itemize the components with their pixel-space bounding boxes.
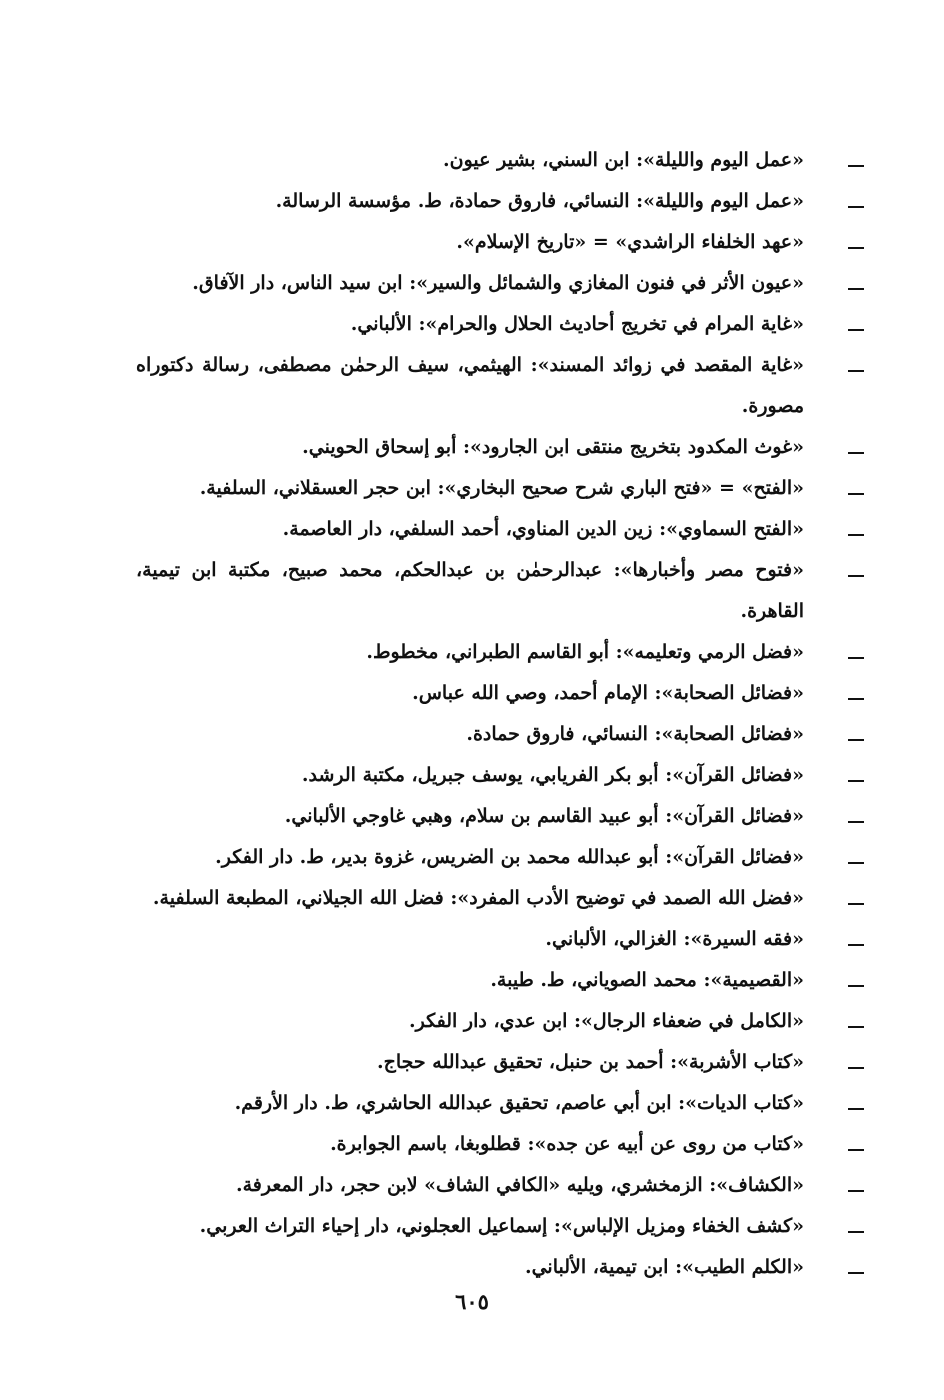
entry-text: «الفتح» = «فتح الباري شرح صحيح البخاري»: ابن حجر العسقلاني، السلفية. bbox=[199, 477, 804, 499]
entry-text: «فضل الرمي وتعليمه»: أبو القاسم الطبراني، مخطوط. bbox=[366, 641, 804, 663]
bibliography-entry bbox=[136, 1042, 864, 1083]
entry-text: «عمل اليوم والليلة»: النسائي، فاروق حمادة، ط. مؤسسة الرسالة. bbox=[275, 190, 804, 212]
entry-dash bbox=[848, 165, 864, 167]
entry-dash bbox=[848, 821, 864, 823]
entry-dash bbox=[848, 206, 864, 208]
entry-dash bbox=[848, 1108, 864, 1110]
entry-dash bbox=[848, 862, 864, 864]
entry-dash bbox=[848, 1026, 864, 1028]
entry-dash bbox=[848, 985, 864, 987]
entry-text: «كتاب من روى عن أبيه عن جده»: قطلوبغا، باسم الجوابرة. bbox=[330, 1133, 804, 1155]
bibliography-entry bbox=[136, 1247, 864, 1288]
entry-dash bbox=[848, 247, 864, 249]
entry-dash bbox=[848, 493, 864, 495]
entry-text: «القصيمية»: محمد الصوياني، ط. طيبة. bbox=[490, 969, 804, 991]
entry-text: «فتوح مصر وأخبارها»: عبدالرحمٰن بن عبدالحكم، محمد صبيح، مكتبة ابن تيمية، القاهرة. bbox=[136, 559, 804, 622]
entry-text: «فضائل الصحابة»: الإمام أحمد، وصي الله عباس. bbox=[412, 682, 804, 704]
entry-text: «فضل الله الصمد في توضيح الأدب المفرد»: فضل الله الجيلاني، المطبعة السلفية. bbox=[152, 887, 804, 909]
entry-dash bbox=[848, 1231, 864, 1233]
entry-text: «غاية المرام في تخريج أحاديث الحلال والحرام»: الألباني. bbox=[350, 313, 804, 335]
entry-dash bbox=[848, 288, 864, 290]
bibliography-list bbox=[136, 140, 864, 1288]
bibliography-entry bbox=[136, 673, 864, 714]
entry-dash bbox=[848, 452, 864, 454]
entry-dash bbox=[848, 739, 864, 741]
entry-dash bbox=[848, 370, 864, 372]
bibliography-entry bbox=[136, 1165, 864, 1206]
bibliography-entry bbox=[136, 550, 864, 632]
bibliography-entry bbox=[136, 140, 864, 181]
bibliography-entry bbox=[136, 1001, 864, 1042]
bibliography-entry bbox=[136, 345, 864, 427]
entry-dash bbox=[848, 534, 864, 536]
bibliography-entry bbox=[136, 509, 864, 550]
entry-text: «غوث المكدود بتخريج منتقى ابن الجارود»: أبو إسحاق الحويني. bbox=[302, 436, 804, 458]
bibliography-entry bbox=[136, 222, 864, 263]
entry-text: «الكامل في ضعفاء الرجال»: ابن عدي، دار الفكر. bbox=[409, 1010, 804, 1032]
bibliography-entry bbox=[136, 714, 864, 755]
entry-text: «الفتح السماوي»: زين الدين المناوي، أحمد السلفي، دار العاصمة. bbox=[282, 518, 804, 540]
entry-text: «كتاب الأشربة»: أحمد بن حنبل، تحقيق عبدالله حجاج. bbox=[377, 1051, 804, 1073]
entry-dash bbox=[848, 329, 864, 331]
bibliography-entry bbox=[136, 263, 864, 304]
entry-dash bbox=[848, 657, 864, 659]
entry-dash bbox=[848, 780, 864, 782]
entry-text: «عهد الخلفاء الراشدي» = «تاريخ الإسلام». bbox=[456, 231, 804, 253]
bibliography-entry bbox=[136, 796, 864, 837]
page-number: ٦٠٥ bbox=[455, 1289, 489, 1314]
entry-dash bbox=[848, 1272, 864, 1274]
entry-text: «فضائل القرآن»: أبو بكر الفريابي، يوسف جبريل، مكتبة الرشد. bbox=[301, 764, 804, 786]
entry-text: «كشف الخفاء ومزيل الإلباس»: إسماعيل العجلوني، دار إحياء التراث العربي. bbox=[199, 1215, 804, 1237]
entry-text: «غاية المقصد في زوائد المسند»: الهيثمي، سيف الرحمٰن مصطفى، رسالة دكتوراه مصورة. bbox=[136, 354, 804, 417]
entry-text: «الكشاف»: الزمخشري، ويليه «الكافي الشاف» لابن حجر، دار المعرفة. bbox=[235, 1174, 804, 1196]
bibliography-entry bbox=[136, 427, 864, 468]
entry-text: «فقه السيرة»: الغزالي، الألباني. bbox=[545, 928, 804, 950]
entry-dash bbox=[848, 903, 864, 905]
bibliography-entry bbox=[136, 1083, 864, 1124]
entry-text: «فضائل القرآن»: أبو عبدالله محمد بن الضريس، غزوة بدير، ط. دار الفكر. bbox=[215, 846, 804, 868]
bibliography-entry bbox=[136, 1206, 864, 1247]
entry-text: «فضائل القرآن»: أبو عبيد القاسم بن سلام، وهبي غاوجي الألباني. bbox=[284, 805, 804, 827]
bibliography-entry bbox=[136, 1124, 864, 1165]
bibliography-entry bbox=[136, 468, 864, 509]
bibliography-entry bbox=[136, 919, 864, 960]
entry-dash bbox=[848, 1067, 864, 1069]
entry-dash bbox=[848, 698, 864, 700]
bibliography-entry bbox=[136, 181, 864, 222]
bibliography-entry bbox=[136, 632, 864, 673]
entry-text: «الكلم الطيب»: ابن تيمية، الألباني. bbox=[524, 1256, 804, 1278]
bibliography-entry bbox=[136, 878, 864, 919]
entry-text: «فضائل الصحابة»: النسائي، فاروق حمادة. bbox=[466, 723, 804, 745]
entry-dash bbox=[848, 575, 864, 577]
entry-dash bbox=[848, 1190, 864, 1192]
entry-dash bbox=[848, 944, 864, 946]
entry-text: «كتاب الديات»: ابن أبي عاصم، تحقيق عبدالله الحاشري، ط. دار الأرقم. bbox=[234, 1092, 804, 1114]
bibliography-entry bbox=[136, 960, 864, 1001]
entry-dash bbox=[848, 1149, 864, 1151]
bibliography-entry bbox=[136, 304, 864, 345]
entry-text: «عمل اليوم والليلة»: ابن السني، بشير عيون. bbox=[443, 149, 804, 171]
entry-text: «عيون الأثر في فنون المغازي والشمائل والسير»: ابن سيد الناس، دار الآفاق. bbox=[192, 272, 804, 294]
bibliography-entry bbox=[136, 837, 864, 878]
bibliography-entry bbox=[136, 755, 864, 796]
